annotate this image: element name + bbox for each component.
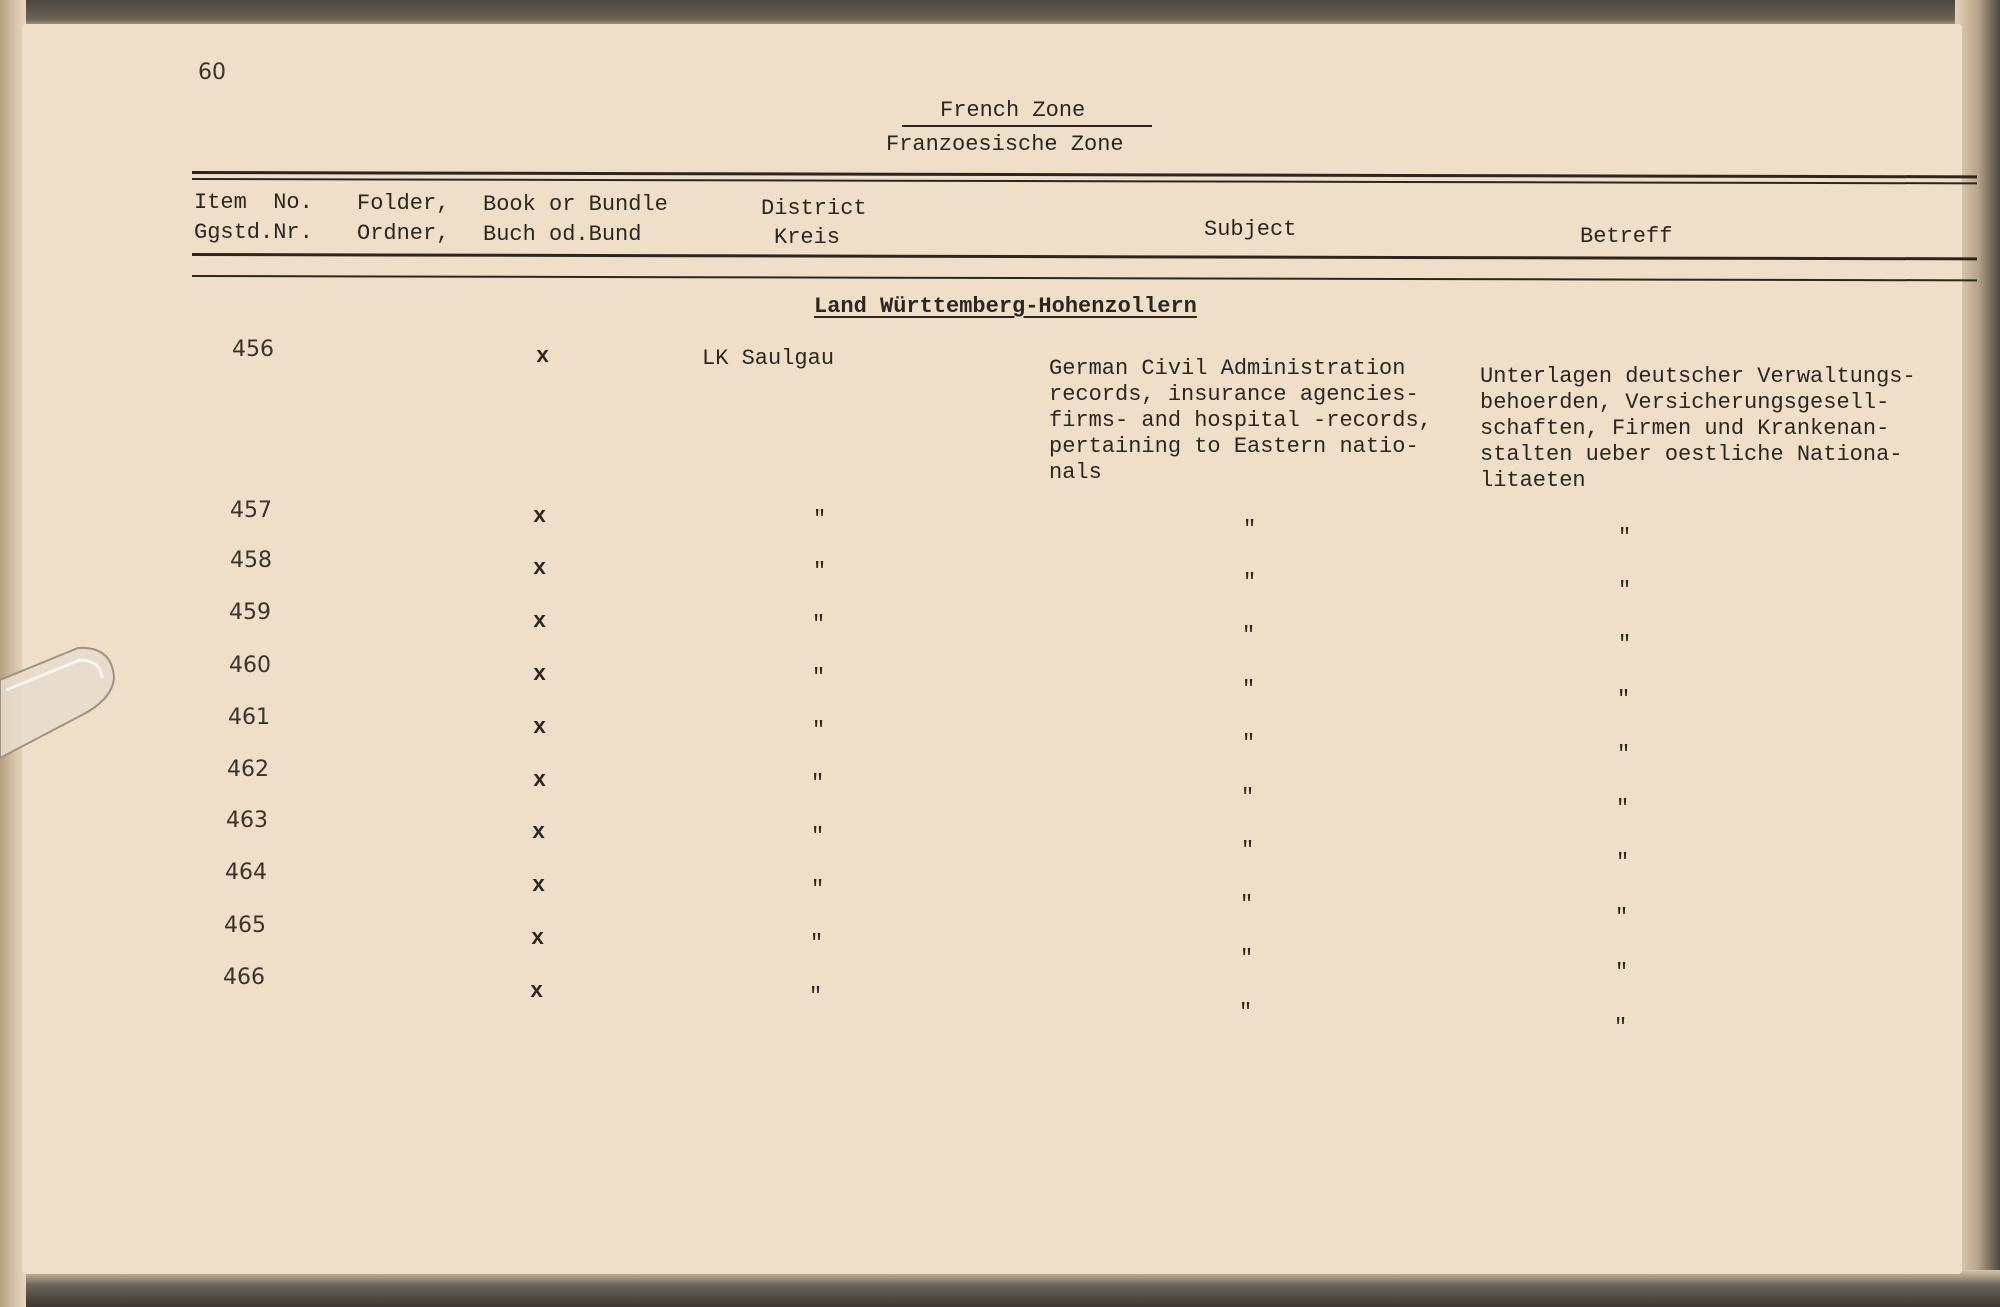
- subject-ditto: ": [1242, 731, 1256, 756]
- subject-ditto: ": [1241, 785, 1255, 810]
- district-ditto: ": [812, 612, 826, 637]
- zone-title-en: French Zone: [940, 98, 1086, 123]
- header-district-en: District: [761, 196, 867, 221]
- betreff-ditto: ": [1616, 850, 1630, 875]
- district-value: LK Saulgau: [702, 346, 835, 371]
- book-mark: x: [533, 662, 547, 687]
- subject-ditto: ": [1240, 892, 1254, 917]
- item-number: 460: [229, 653, 271, 678]
- district-ditto: ": [812, 665, 826, 690]
- district-ditto: ": [810, 931, 824, 956]
- header-betreff: Betreff: [1580, 224, 1673, 249]
- district-ditto: ": [809, 984, 823, 1009]
- document-page: [22, 24, 1962, 1274]
- subject-ditto: ": [1240, 946, 1254, 971]
- item-number: 464: [225, 860, 267, 885]
- header-item-en: Item No.: [194, 190, 313, 215]
- book-mark: x: [533, 715, 547, 740]
- page-clip-icon: [0, 640, 120, 780]
- betreff-text: Unterlagen deutscher Verwaltungs- behoerden, Versicherungsgesell- schaften, Firmen und Krankenan- stalten ueber oestliche Nationa- litaeten: [1480, 364, 1916, 493]
- header-district-de: Kreis: [774, 225, 841, 250]
- item-number: 461: [228, 705, 270, 730]
- subject-ditto: ": [1242, 677, 1256, 702]
- zone-title-underline: [902, 125, 1152, 127]
- subject-ditto: ": [1241, 838, 1255, 863]
- betreff-ditto: ": [1618, 578, 1632, 603]
- item-number: 457: [230, 498, 272, 523]
- item-number: 465: [224, 913, 266, 938]
- district-ditto: ": [811, 824, 825, 849]
- subject-text: German Civil Administration records, insurance agencies- firms- and hospital -records, pertaining to Eastern natio- nals: [1049, 356, 1432, 485]
- page-number: 60: [198, 60, 226, 85]
- betreff-ditto: ": [1615, 905, 1629, 930]
- book-mark: x: [533, 609, 547, 634]
- book-mark: x: [533, 768, 547, 793]
- subject-ditto: ": [1242, 623, 1256, 648]
- betreff-ditto: ": [1616, 796, 1630, 821]
- item-number: 466: [223, 965, 265, 990]
- header-folder-de: Ordner,: [357, 221, 450, 246]
- district-ditto: ": [811, 877, 825, 902]
- item-number: 463: [226, 808, 268, 833]
- zone-title-de: Franzoesische Zone: [886, 132, 1124, 157]
- book-mark: x: [533, 504, 547, 529]
- district-ditto: ": [812, 718, 826, 743]
- header-book-en: Book or Bundle: [483, 192, 668, 217]
- item-number: 456: [232, 337, 274, 362]
- item-number: 459: [229, 600, 271, 625]
- book-mark: x: [532, 873, 546, 898]
- book-mark: x: [531, 926, 545, 951]
- district-ditto: ": [811, 771, 825, 796]
- header-item-de: Ggstd.Nr.: [194, 220, 313, 245]
- betreff-ditto: ": [1617, 742, 1631, 767]
- subject-ditto: ": [1243, 570, 1257, 595]
- betreff-ditto: ": [1615, 960, 1629, 985]
- subject-ditto: ": [1239, 1000, 1253, 1025]
- header-subject: Subject: [1204, 217, 1297, 242]
- book-mark: x: [533, 556, 547, 581]
- item-number: 462: [227, 757, 269, 782]
- book-mark: x: [530, 979, 544, 1004]
- betreff-ditto: ": [1617, 687, 1631, 712]
- betreff-ditto: ": [1618, 632, 1632, 657]
- header-folder-en: Folder,: [357, 191, 450, 216]
- district-ditto: ": [813, 559, 827, 584]
- book-mark: x: [536, 344, 550, 369]
- book-mark: x: [532, 820, 546, 845]
- section-title: Land Württemberg-Hohenzollern: [814, 294, 1197, 319]
- subject-ditto: ": [1243, 517, 1257, 542]
- item-number: 458: [230, 548, 272, 573]
- district-ditto: ": [813, 507, 827, 532]
- header-book-de: Buch od.Bund: [483, 222, 642, 247]
- betreff-ditto: ": [1614, 1015, 1628, 1040]
- betreff-ditto: ": [1618, 525, 1632, 550]
- book-edge-bottom: [0, 1270, 2000, 1307]
